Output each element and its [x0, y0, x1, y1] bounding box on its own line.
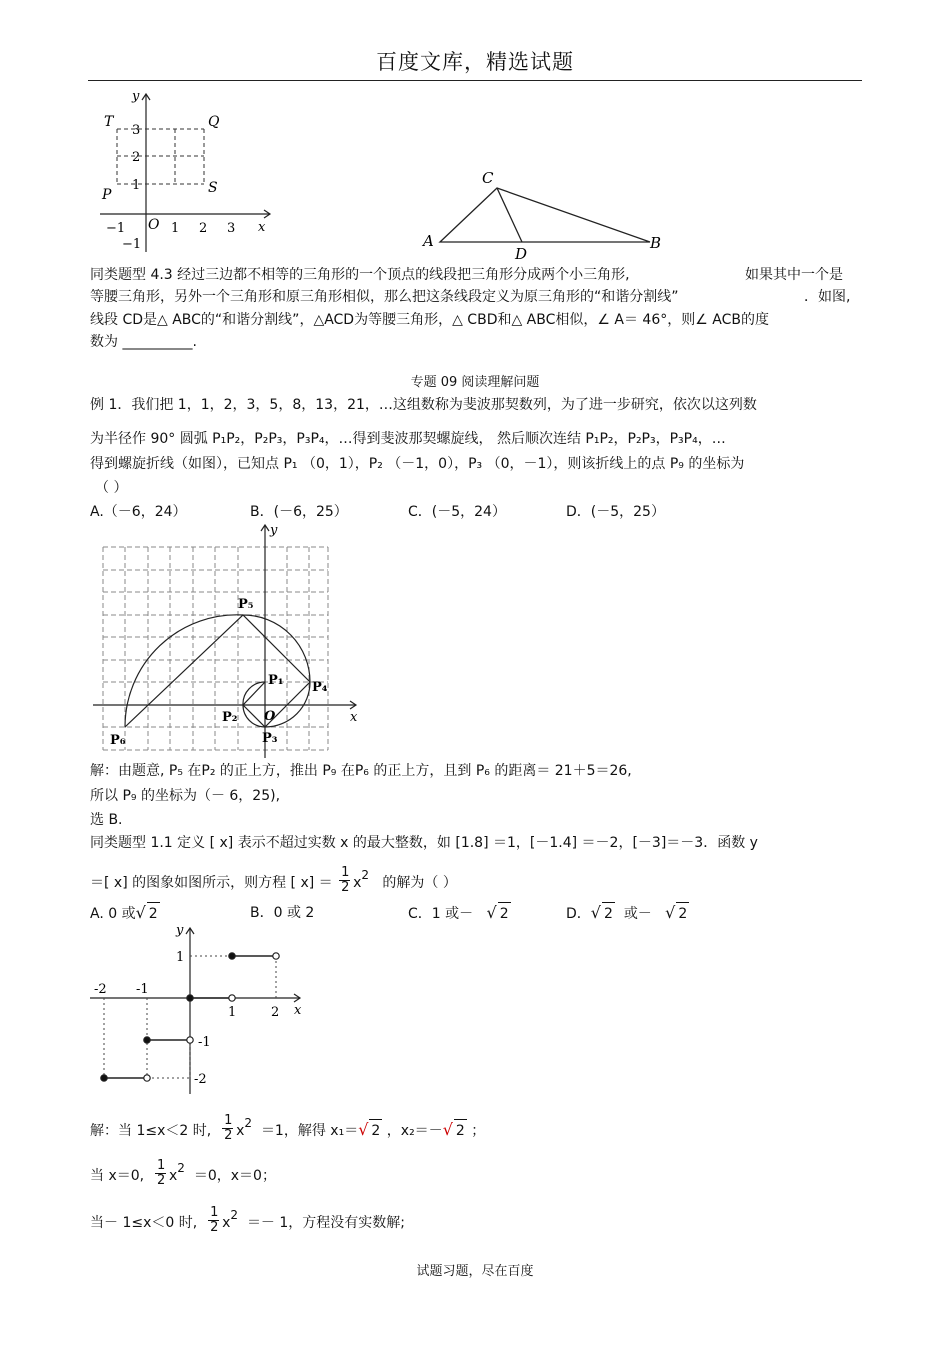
fig3-p5: P₅ — [238, 597, 254, 612]
fig4-x-label: x — [294, 1003, 302, 1018]
fig4-y-label: y — [176, 923, 184, 938]
footer-text: 试题习题，尽在百度 — [416, 1264, 534, 1279]
fig2-point-a: A — [423, 232, 434, 250]
example-1-option-c: C．(－5，24） — [408, 504, 506, 520]
problem-1-1-line1: 同类题型 1.1 定义 [ x] 表示不超过实数 x 的最大整数，如 [1.8] ＝1，[－1.4] ＝－2，[－3]＝－3．函数 y — [90, 835, 758, 851]
fig3-p4: P₄ — [312, 680, 328, 695]
fig3-p1: P₁ — [268, 673, 284, 688]
solution-2-line3: 当－ 1≤x＜0 时, 1 2 x2 ＝－ 1，方程没有实数解; — [90, 1205, 406, 1235]
figure-fibonacci-spiral — [88, 520, 368, 760]
fig1-point-s: S — [208, 180, 218, 196]
fig4-ytick-neg1: -1 — [198, 1035, 211, 1050]
example-1-line1: 例 1．我们把 1，1，2，3，5，8，13，21，…这组数称为斐波那契数列，为了进一步研究，依次以这列数 — [90, 397, 757, 413]
fig3-y-label: y — [270, 523, 278, 538]
figure-coordinate-rectangle — [92, 86, 282, 256]
fraction-half: 1 2 — [341, 865, 350, 895]
fig4-xtick-1: 1 — [228, 1005, 237, 1020]
fig4-ytick-1: 1 — [176, 950, 185, 965]
fraction-half: 1 2 — [210, 1205, 219, 1235]
problem-1-1-line2-end: 的解为（ ） — [382, 875, 457, 891]
problem-4-3-line1: 同类题型 4.3 经过三边都不相等的三角形的一个顶点的线段把三角形分成两个小三角形, — [90, 267, 630, 283]
problem-4-3-line3: 线段 CD是△ ABC的“和谐分割线”，△ACD为等腰三角形，△ CBD和△ ABC相似，∠ A＝ 46°，则∠ ACB的度 — [90, 312, 769, 328]
variable-x: x — [353, 875, 362, 891]
example-1-option-a: A.（－6，24） — [90, 504, 187, 520]
fraction-half: 1 2 — [157, 1158, 166, 1188]
problem-1-1-option-a: A. 0 或√ 2 — [90, 902, 160, 925]
problem-1-1-option-c: C．1 或－ √ 2 — [408, 902, 511, 925]
problem-1-1-option-b: B．0 或 2 — [250, 905, 315, 921]
fig3-x-label: x — [350, 710, 358, 725]
fig4-xtick-neg1: -1 — [136, 982, 149, 997]
fig1-xtick: −1 — [106, 221, 126, 236]
fig4-xtick-neg2: -2 — [94, 982, 107, 997]
fig3-p3: P₃ — [262, 731, 278, 746]
problem-1-1-line2 — [90, 866, 457, 896]
problem-4-3-line2-end: ．如图, — [804, 289, 851, 305]
problem-4-3-line2: 等腰三角形，另外一个三角形和原三角形相似，那么把这条线段定义为原三角形的“和谐分割线” — [90, 289, 679, 305]
problem-1-1-option-d: D．√ 2 或－ √ 2 — [566, 902, 689, 925]
fraction-half: 1 2 — [224, 1113, 233, 1143]
fig1-xtick: 2 — [199, 221, 208, 236]
solution-1-line1: 解：由题意, P₅ 在P₂ 的正上方，推出 P₉ 在P₆ 的正上方，且到 P₆ 的距离＝ 21＋5＝26, — [90, 763, 632, 779]
fig1-point-q: Q — [208, 114, 220, 130]
fig3-p2: P₂ — [222, 710, 238, 725]
fig1-ytick: 1 — [132, 178, 141, 193]
fig2-point-b: B — [650, 234, 662, 252]
fig1-ytick: 3 — [132, 123, 141, 138]
header-divider — [88, 80, 862, 81]
header-title: 百度文库，精选试题 — [376, 50, 574, 74]
fig2-point-d: D — [515, 245, 528, 261]
fig1-origin: O — [148, 217, 160, 233]
solution-1-line2: 所以 P₉ 的坐标为（－ 6，25), — [90, 788, 281, 804]
fig1-xtick: 1 — [171, 221, 180, 236]
fig3-origin: O — [264, 709, 276, 724]
example-1-line3: 得到螺旋折线（如图），已知点 P₁ （0，1），P₂ （－1，0），P₃ （0，－1），则该折线上的点 P₉ 的坐标为 — [90, 456, 745, 472]
example-1-option-b: B．(－6，25） — [250, 504, 348, 520]
exponent: 2 — [361, 868, 370, 882]
fig1-point-t: T — [104, 114, 114, 130]
fig1-point-p: P — [102, 187, 112, 203]
fig4-ytick-neg2: -2 — [194, 1072, 207, 1087]
fig4-xtick-2: 2 — [271, 1005, 280, 1020]
example-1-line4: （ ） — [95, 480, 128, 496]
solution-1-line3: 选 B. — [90, 812, 123, 828]
fig1-ytick: 2 — [132, 150, 141, 165]
topic-title: 专题 09 阅读理解问题 — [410, 375, 540, 390]
fig2-point-c: C — [482, 169, 494, 187]
fig1-y-label: y — [132, 89, 140, 104]
problem-4-3-line1-end: 如果其中一个是 — [745, 267, 843, 283]
fig1-xtick: 3 — [227, 221, 236, 236]
figure-triangle-abc — [420, 166, 670, 261]
example-1-option-d: D．(－5，25） — [566, 504, 665, 520]
fig1-ytick: −1 — [122, 237, 142, 252]
problem-1-1-line2-start: ＝[ x] 的图象如图所示，则方程 [ x] ＝ — [90, 875, 333, 891]
problem-4-3-line4: 数为 __________. — [90, 334, 197, 350]
solution-2-line1: 解：当 1≤x＜2 时, 1 2 x2 ＝1，解得 x₁＝√ 2 ，x₂＝－√ 2 ； — [90, 1113, 486, 1143]
fig1-x-label: x — [258, 220, 266, 235]
figure-floor-function — [86, 918, 316, 1098]
example-1-line2: 为半径作 90° 圆弧 P₁P₂，P₂P₃，P₃P₄，…得到斐波那契螺旋线， 然后顺次连结 P₁P₂，P₂P₃，P₃P₄，… — [90, 431, 726, 447]
fig3-p6: P₆ — [110, 733, 126, 748]
solution-2-line2: 当 x＝0, 1 2 x2 ＝0，x＝0； — [90, 1158, 276, 1188]
